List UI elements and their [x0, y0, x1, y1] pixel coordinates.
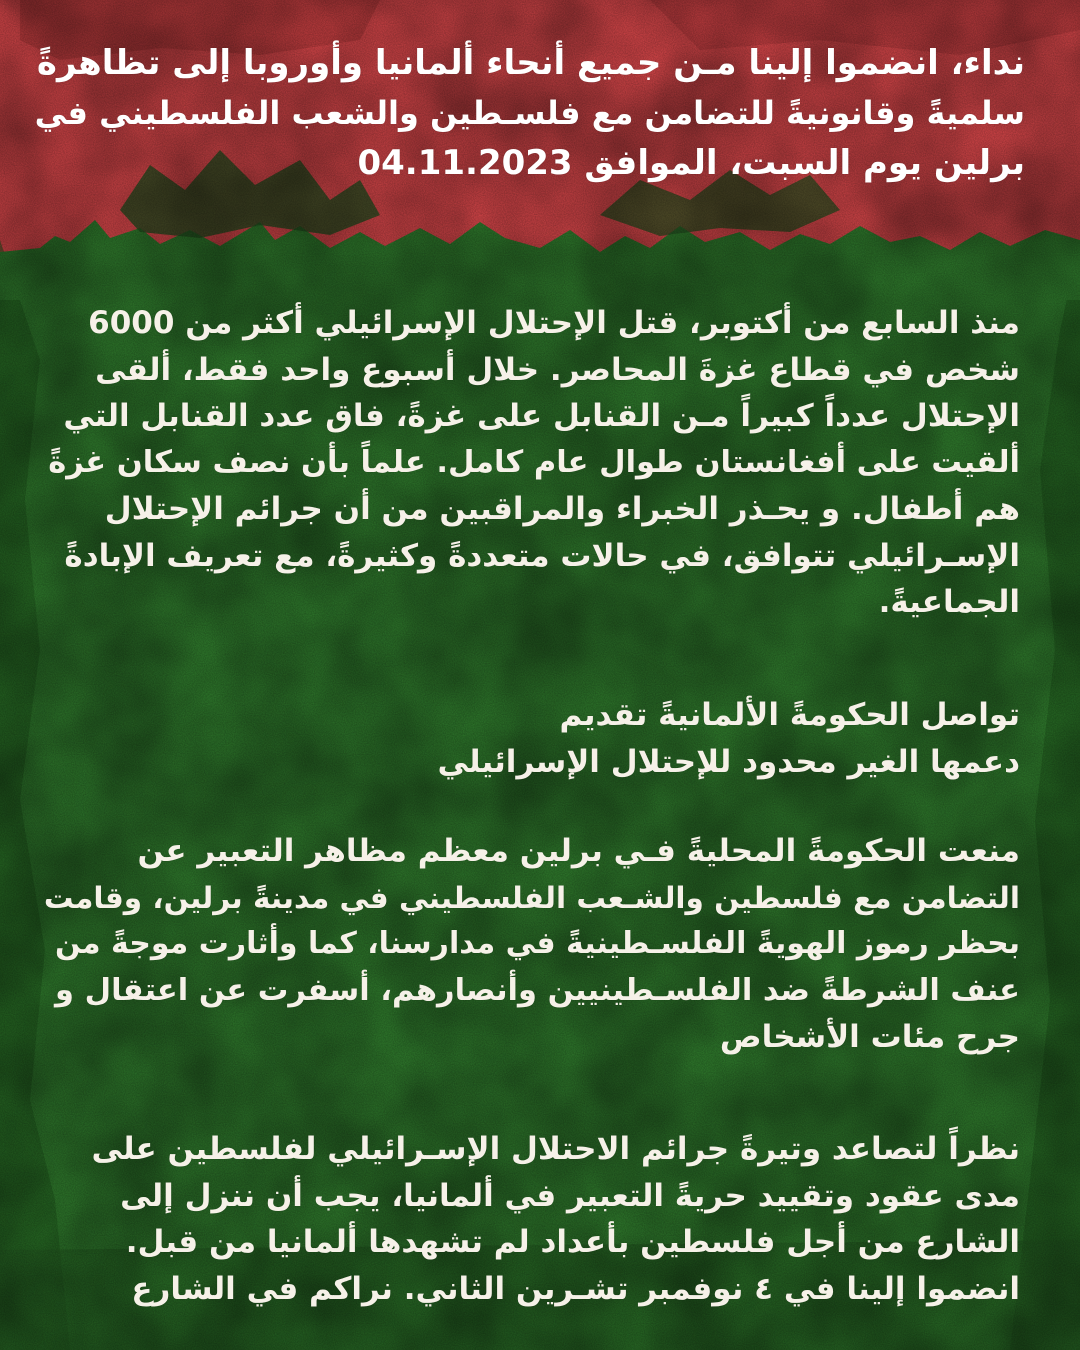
paragraph-line: مدى عقود وتقييد حريةً التعبير في ألمانيا، يجب أن ننزل إلى [120, 1177, 1020, 1214]
header-line: برلين يوم السبت، الموافق 04.11.2023 [357, 143, 1025, 183]
paragraph-line: ألقيت على أفغانستان طوال عام كامل. علماً بأن نصف سكان غزةً [48, 444, 1020, 480]
paragraph-line: شخص في قطاع غزةَ المحاصر. خلال أسبوع واحد فقط، ألقى [95, 351, 1020, 388]
paragraph-line: دعمها الغير محدود للإحتلال الإسرائيلي [437, 743, 1020, 780]
paragraph-gaza-casualties [40, 300, 1020, 626]
paragraph-line: انضموا إلينا في ٤ نوفمبر تشـرين الثاني. نراكم في الشارع [131, 1270, 1020, 1307]
header-call-to-action [25, 38, 1025, 188]
paragraph-line: الجماعيةً. [878, 584, 1020, 620]
paragraph-german-government [40, 692, 1020, 785]
paragraph-join-us [40, 1126, 1020, 1312]
paragraph-line: الشارع من أجل فلسطين بأعداد لم تشهدها ألمانيا من قبل. [125, 1224, 1020, 1260]
paragraph-line: نظراً لتصاعد وتيرةً جرائم الاحتلال الإسـرائيلي لفلسطين على [91, 1131, 1020, 1167]
paragraph-line: هم أطفال. و يحـذر الخبراء والمراقبين من أن جرائم الإحتلال [104, 491, 1020, 527]
paragraph-berlin-restrictions [40, 828, 1020, 1061]
header-line: سلميةً وقانونيةً للتضامن مع فلسـطين والشعب الفلسطيني في [34, 94, 1025, 132]
paragraph-line: عنف الشرطةً ضد الفلسـطينيين وأنصارهم، أسفرت عن اعتقال و [55, 972, 1020, 1008]
paragraph-line: الإسـرائيلي تتوافق، في حالات متعددةً وكثيرةً، مع تعريف الإبادةً [64, 537, 1020, 574]
paragraph-line: بحظر رموز الهويةً الفلسـطينيةً في مدارسنا، كما وأثارت موجةً من [55, 926, 1020, 961]
paragraph-line: التضامن مع فلسطين والشـعب الفلسطيني في مدينةً برلين، وقامت [43, 880, 1020, 915]
paragraph-line: منعت الحكومةً المحليةً فـي برلين معظم مظاهر التعبير عن [137, 833, 1020, 869]
paragraph-line: الإحتلال عدداً كبيراً مـن القنابل على غزةً، فاق عدد القنابل التي [63, 398, 1020, 434]
paragraph-line: منذ السابع من أكتوبر، قتل الإحتلال الإسرائيلي أكثر من 6000 [88, 305, 1020, 341]
paragraph-line: جرح مئات الأشخاص [719, 1019, 1020, 1055]
paragraph-line: تواصل الحكومةً الألمانيةً تقديم [559, 697, 1020, 733]
header-line: نداء، انضموا إلينا مـن جميع أنحاء ألمانيا وأوروبا إلى تظاهرةً [36, 43, 1025, 83]
